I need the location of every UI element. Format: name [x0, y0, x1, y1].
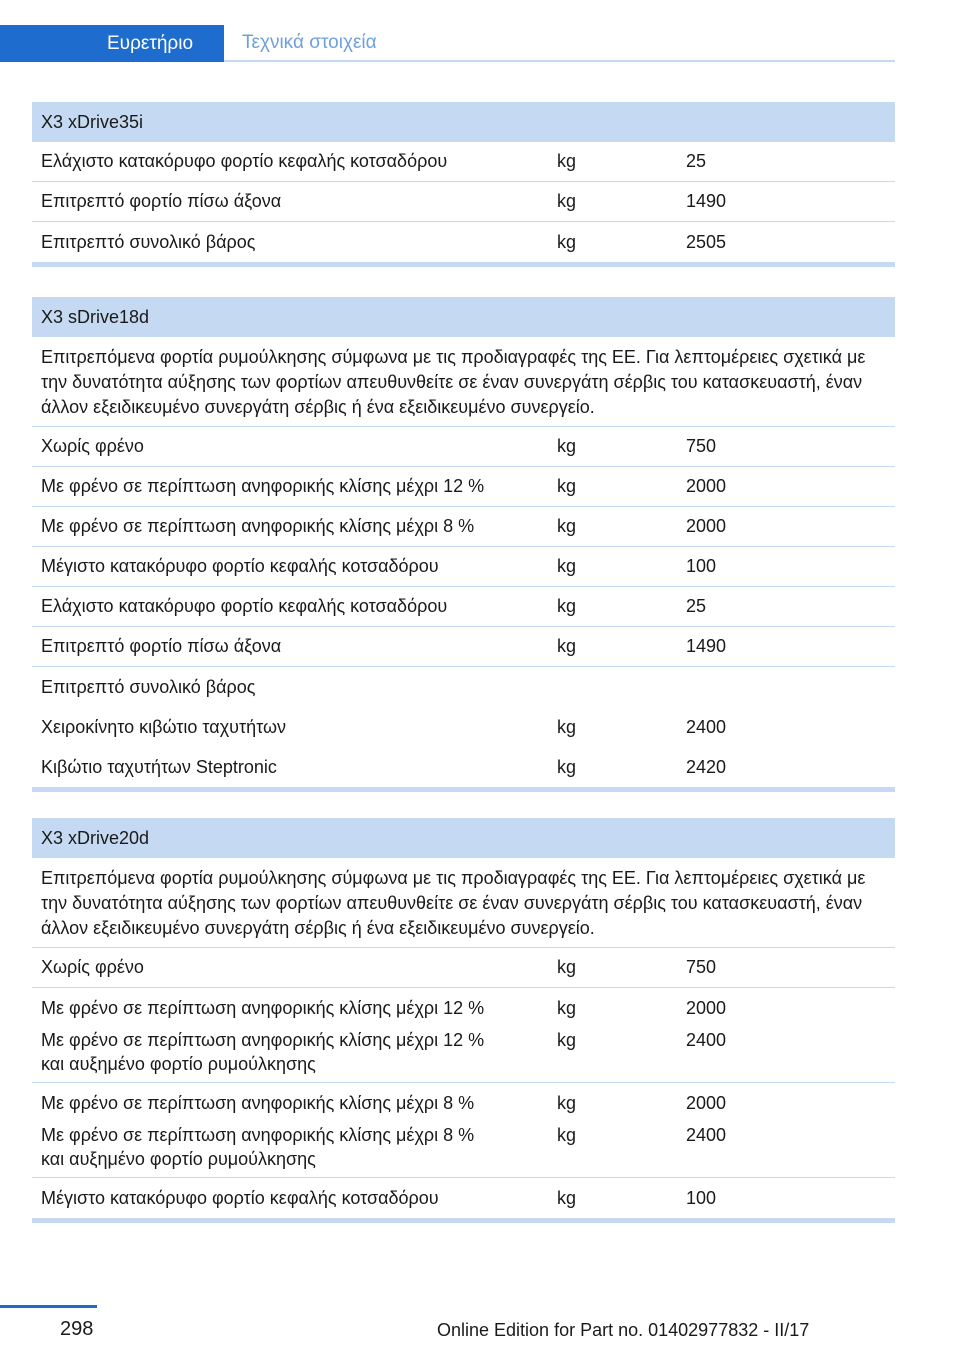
row-value: 25	[686, 151, 707, 171]
row-unit: kg	[557, 716, 577, 737]
header-tabs	[0, 25, 895, 62]
table-row	[32, 747, 895, 787]
table-row	[32, 142, 895, 182]
row-unit: kg	[557, 1187, 577, 1208]
row-unit: kg	[557, 516, 577, 536]
row-label: Μέγιστο κατακόρυφο φορτίο κεφαλής κοτσαδόρου	[41, 1187, 439, 1208]
row-label: Με φρένο σε περίπτωση ανηφορικής κλίσης μέχρι 8 %	[41, 1093, 475, 1113]
row-unit: kg	[557, 1030, 577, 1050]
row-value: 2420	[686, 756, 727, 777]
table-row	[32, 507, 895, 547]
row-label	[32, 1028, 548, 1076]
row-label: Ελάχιστο κατακόρυφο φορτίο κεφαλής κοτσαδόρου	[41, 596, 448, 616]
edition-footer: Online Edition for Part no. 01402977832 - II/17	[437, 1320, 810, 1340]
table-title: X3 xDrive20d	[32, 818, 895, 858]
sub-row	[32, 1091, 895, 1115]
table-end-bar	[32, 787, 895, 792]
row-value: 2505	[686, 231, 727, 252]
spec-table-xdrive20d	[32, 818, 895, 1223]
row-value: 100	[686, 556, 717, 576]
row-label-line: και αυξημένο φορτίο ρυμούλκησης	[41, 1054, 316, 1074]
row-unit: kg	[557, 476, 577, 496]
row-label: Κιβώτιο ταχυτήτων Steptronic	[41, 756, 277, 777]
row-label: Χειροκίνητο κιβώτιο ταχυτήτων	[41, 716, 287, 737]
sub-row	[32, 1123, 895, 1171]
page-number: 298	[60, 1318, 94, 1340]
row-unit: kg	[557, 1093, 577, 1113]
row-unit: kg	[557, 596, 577, 616]
table-row	[32, 707, 895, 747]
row-value: 750	[686, 436, 717, 456]
table-row	[32, 222, 895, 262]
row-label: Χωρίς φρένο	[41, 957, 144, 977]
table-row	[32, 547, 895, 587]
row-unit: kg	[557, 1125, 577, 1145]
table-row	[32, 627, 895, 667]
row-unit: kg	[557, 191, 577, 211]
row-label-line: Με φρένο σε περίπτωση ανηφορικής κλίσης μέχρι 8 %	[41, 1125, 475, 1145]
row-unit: kg	[557, 556, 577, 576]
page-number-bar	[0, 1305, 97, 1308]
row-unit: kg	[557, 636, 577, 656]
row-unit: kg	[557, 756, 577, 777]
row-value: 2400	[686, 716, 727, 737]
row-value: 2000	[686, 476, 727, 496]
table-row-group-label	[32, 667, 895, 707]
row-value: 750	[686, 957, 717, 977]
row-label: Με φρένο σε περίπτωση ανηφορικής κλίσης μέχρι 12 %	[41, 998, 485, 1018]
table-row	[32, 1178, 895, 1218]
row-unit: kg	[557, 436, 577, 456]
row-label: Χωρίς φρένο	[41, 436, 144, 456]
row-value: 1490	[686, 191, 727, 211]
table-title: X3 sDrive18d	[32, 297, 895, 337]
row-unit: kg	[557, 957, 577, 977]
tab-technical-data[interactable]: Τεχνικά στοιχεία	[224, 25, 895, 62]
row-unit: kg	[557, 151, 577, 171]
row-label: Επιτρεπτό φορτίο πίσω άξονα	[41, 636, 282, 656]
row-value: 2400	[686, 1125, 727, 1145]
row-label: Επιτρεπτό συνολικό βάρος	[41, 231, 256, 252]
row-label: Μέγιστο κατακόρυφο φορτίο κεφαλής κοτσαδόρου	[41, 556, 439, 576]
table-row	[32, 948, 895, 988]
row-label: Με φρένο σε περίπτωση ανηφορικής κλίσης μέχρι 8 %	[41, 516, 475, 536]
sub-row	[32, 996, 895, 1020]
row-value: 2000	[686, 1093, 727, 1113]
row-value: 2000	[686, 516, 727, 536]
row-value: 2400	[686, 1030, 727, 1050]
table-row	[32, 427, 895, 467]
row-label: Με φρένο σε περίπτωση ανηφορικής κλίσης μέχρι 12 %	[41, 476, 485, 496]
row-unit: kg	[557, 231, 577, 252]
table-row-grade-12	[32, 988, 895, 1083]
row-value: 25	[686, 596, 707, 616]
row-label: Ελάχιστο κατακόρυφο φορτίο κεφαλής κοτσαδόρου	[41, 151, 448, 171]
spec-table-sdrive18d	[32, 297, 895, 792]
row-label: Επιτρεπτό φορτίο πίσω άξονα	[41, 191, 282, 211]
sub-row	[32, 1028, 895, 1076]
table-row-grade-8	[32, 1083, 895, 1178]
table-note: Επιτρεπόμενα φορτία ρυμούλκησης σύμφωνα με τις προδιαγραφές της ΕΕ. Για λεπτομέρειες σχετικά με την δυνατότητα αύξησης των φορτίων απευθυνθείτε σε έναν συνεργάτη σέρβις του κατασκευαστή, έναν άλλον εξειδικευμένο συνεργάτη σέρβις ή ένα εξειδικευμένο συνεργείο.	[32, 858, 895, 948]
row-label-line: και αυξημένο φορτίο ρυμούλκησης	[41, 1149, 316, 1169]
table-title: X3 xDrive35i	[32, 102, 895, 142]
row-value: 1490	[686, 636, 727, 656]
row-unit: kg	[557, 998, 577, 1018]
table-note: Επιτρεπόμενα φορτία ρυμούλκησης σύμφωνα με τις προδιαγραφές της ΕΕ. Για λεπτομέρειες σχετικά με την δυνατότητα αύξησης των φορτίων απευθυνθείτε σε έναν συνεργάτη σέρβις του κατασκευαστή, έναν άλλον εξειδικευμένο συνεργάτη σέρβις ή ένα εξειδικευμένο συνεργείο.	[32, 337, 895, 427]
table-row	[32, 467, 895, 507]
table-row	[32, 587, 895, 627]
table-end-bar	[32, 1218, 895, 1223]
row-label-line: Με φρένο σε περίπτωση ανηφορικής κλίσης μέχρι 12 %	[41, 1030, 485, 1050]
row-value: 100	[686, 1187, 717, 1208]
row-label: Επιτρεπτό συνολικό βάρος	[41, 676, 256, 697]
table-end-bar	[32, 262, 895, 267]
row-value: 2000	[686, 998, 727, 1018]
spec-table-xdrive35i	[32, 102, 895, 267]
tab-index[interactable]: Ευρετήριο	[0, 25, 224, 62]
table-row	[32, 182, 895, 222]
row-label	[32, 1123, 548, 1171]
